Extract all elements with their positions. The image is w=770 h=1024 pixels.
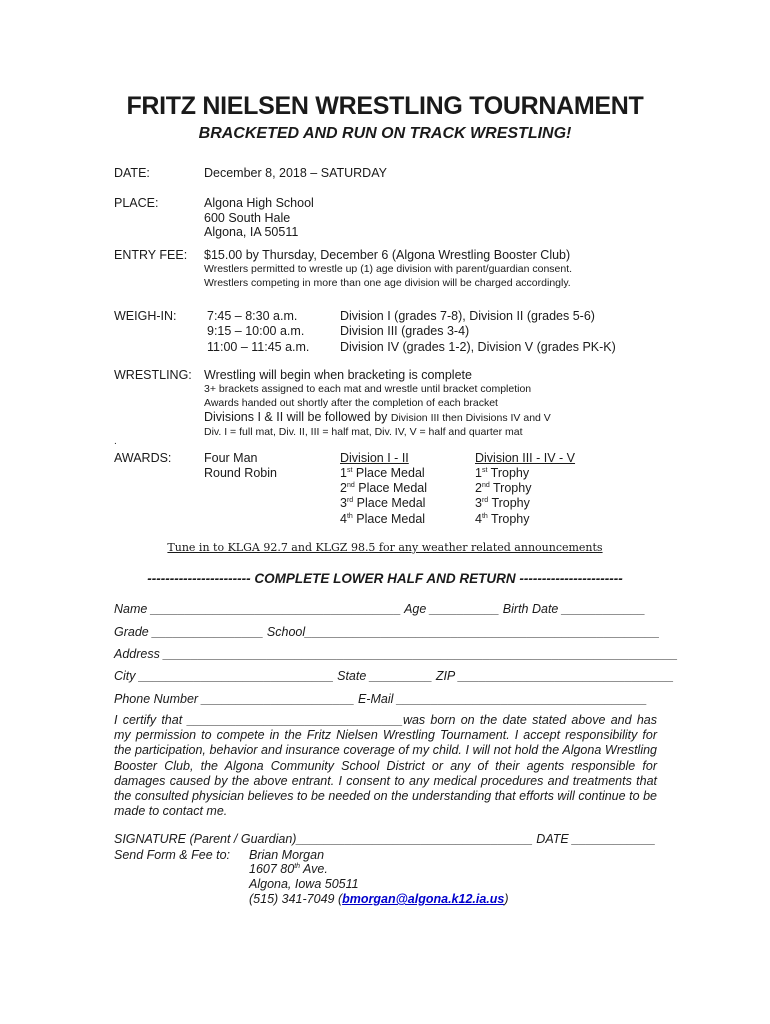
signature-date-line[interactable]: SIGNATURE (Parent / Guardian)__________________________________ DATE ____________: [114, 832, 656, 846]
city-state-zip-line[interactable]: City ____________________________ State _________ ZIP _______________________________: [114, 669, 674, 683]
awards-label: AWARDS:: [114, 451, 172, 465]
weigh-in-label: WEIGH-IN:: [114, 309, 177, 323]
wrestling-value: Wrestling will begin when bracketing is complete: [204, 368, 472, 382]
weigh-in-time: 7:45 – 8:30 a.m.: [207, 309, 298, 323]
phone-email-line[interactable]: Phone Number ______________________ E-Mail ____________________________________: [114, 692, 648, 706]
stray-dot: .: [114, 436, 117, 447]
date-label: DATE:: [114, 166, 150, 180]
awards-group1-item: 3rd Place Medal: [340, 496, 426, 510]
wrestling-follow-small: Division III then Divisions IV and V: [390, 412, 551, 424]
awards-format: Round Robin: [204, 466, 277, 480]
place-line: Algona High School: [204, 196, 314, 210]
place-line: 600 South Hale: [204, 211, 291, 225]
certification-paragraph: I certify that _______________________________was born on the date stated above and has my permission to compete in the Fritz Nielsen Wrestling Tournament. I accept responsibility for the participation, behavior and insurance coverage of my child. I will not hold the Algona Wrestling Booster Club, the Algona Community School District or any of their agents responsible for damages caused by the above entrant. I consent to any medical procedures and treatments that the consulted physician believes to be needed on the understanding that efforts will continue to be made to contact me.: [114, 713, 657, 819]
entry-fee-value: $15.00 by Thursday, December 6 (Algona Wrestling Booster Club): [204, 248, 571, 262]
awards-group1-item: 2nd Place Medal: [340, 481, 428, 495]
awards-group1-item: 1st Place Medal: [340, 466, 425, 480]
contact-name: Brian Morgan: [249, 848, 325, 862]
wrestling-label: WRESTLING:: [114, 368, 192, 382]
place-label: PLACE:: [114, 196, 159, 210]
page-title: FRITZ NIELSEN WRESTLING TOURNAMENT: [126, 92, 644, 120]
page-subtitle: BRACKETED AND RUN ON TRACK WRESTLING!: [198, 125, 572, 142]
entry-fee-label: ENTRY FEE:: [114, 248, 188, 262]
place-line: Algona, IA 50511: [204, 225, 299, 239]
wrestling-note: Awards handed out shortly after the completion of each bracket: [204, 397, 498, 409]
awards-format: Four Man: [204, 451, 258, 465]
awards-group2-item: 4th Trophy: [475, 512, 530, 526]
contact-street: 1607 80th Ave.: [249, 862, 328, 876]
awards-group2-header: Division III - IV - V: [475, 451, 576, 465]
weigh-in-time: 11:00 – 11:45 a.m.: [207, 340, 310, 354]
awards-group2-item: 2nd Trophy: [475, 481, 532, 495]
weigh-in-division: Division IV (grades 1-2), Division V (grades PK-K): [340, 340, 616, 354]
form-section-title: ----------------------- COMPLETE LOWER HALF AND RETURN -----------------------: [147, 571, 623, 586]
awards-group1-header: Division I - II: [340, 451, 409, 465]
name-age-birthdate-line[interactable]: Name ____________________________________ Age __________ Birth Date ____________: [114, 602, 646, 616]
awards-group1-item: 4th Place Medal: [340, 512, 426, 526]
wrestling-follow-large: Divisions I & II will be followed by: [204, 410, 388, 424]
contact-email-link[interactable]: bmorgan@algona.k12.ia.us: [342, 892, 505, 906]
weigh-in-division: Division I (grades 7-8), Division II (grades 5-6): [340, 309, 595, 323]
contact-city: Algona, Iowa 50511: [249, 877, 359, 891]
contact-phone-email: (515) 341-7049 (bmorgan@algona.k12.ia.us): [249, 892, 509, 906]
entry-fee-note: Wrestlers permitted to wrestle up (1) age division with parent/guardian consent.: [204, 263, 573, 275]
date-value: December 8, 2018 – SATURDAY: [204, 166, 387, 180]
wrestling-mats: Div. I = full mat, Div. II, III = half mat, Div. IV, V = half and quarter mat: [204, 426, 523, 438]
radio-announcement: Tune in to KLGA 92.7 and KLGZ 98.5 for any weather related announcements: [167, 541, 603, 554]
wrestling-note: 3+ brackets assigned to each mat and wrestle until bracket completion: [204, 383, 532, 395]
wrestling-follow: [204, 410, 551, 424]
awards-group2-item: 1st Trophy: [475, 466, 530, 480]
address-line[interactable]: Address __________________________________________________________________________: [114, 647, 678, 661]
weigh-in-division: Division III (grades 3-4): [340, 324, 470, 338]
send-form-label: Send Form & Fee to:: [114, 848, 231, 862]
awards-group2-item: 3rd Trophy: [475, 496, 530, 510]
grade-school-line[interactable]: Grade ________________ School___________________________________________________: [114, 625, 660, 639]
weigh-in-time: 9:15 – 10:00 a.m.: [207, 324, 305, 338]
contact-phone: (515) 341-7049 (: [249, 892, 343, 906]
entry-fee-note: Wrestlers competing in more than one age division will be charged accordingly.: [204, 277, 571, 289]
